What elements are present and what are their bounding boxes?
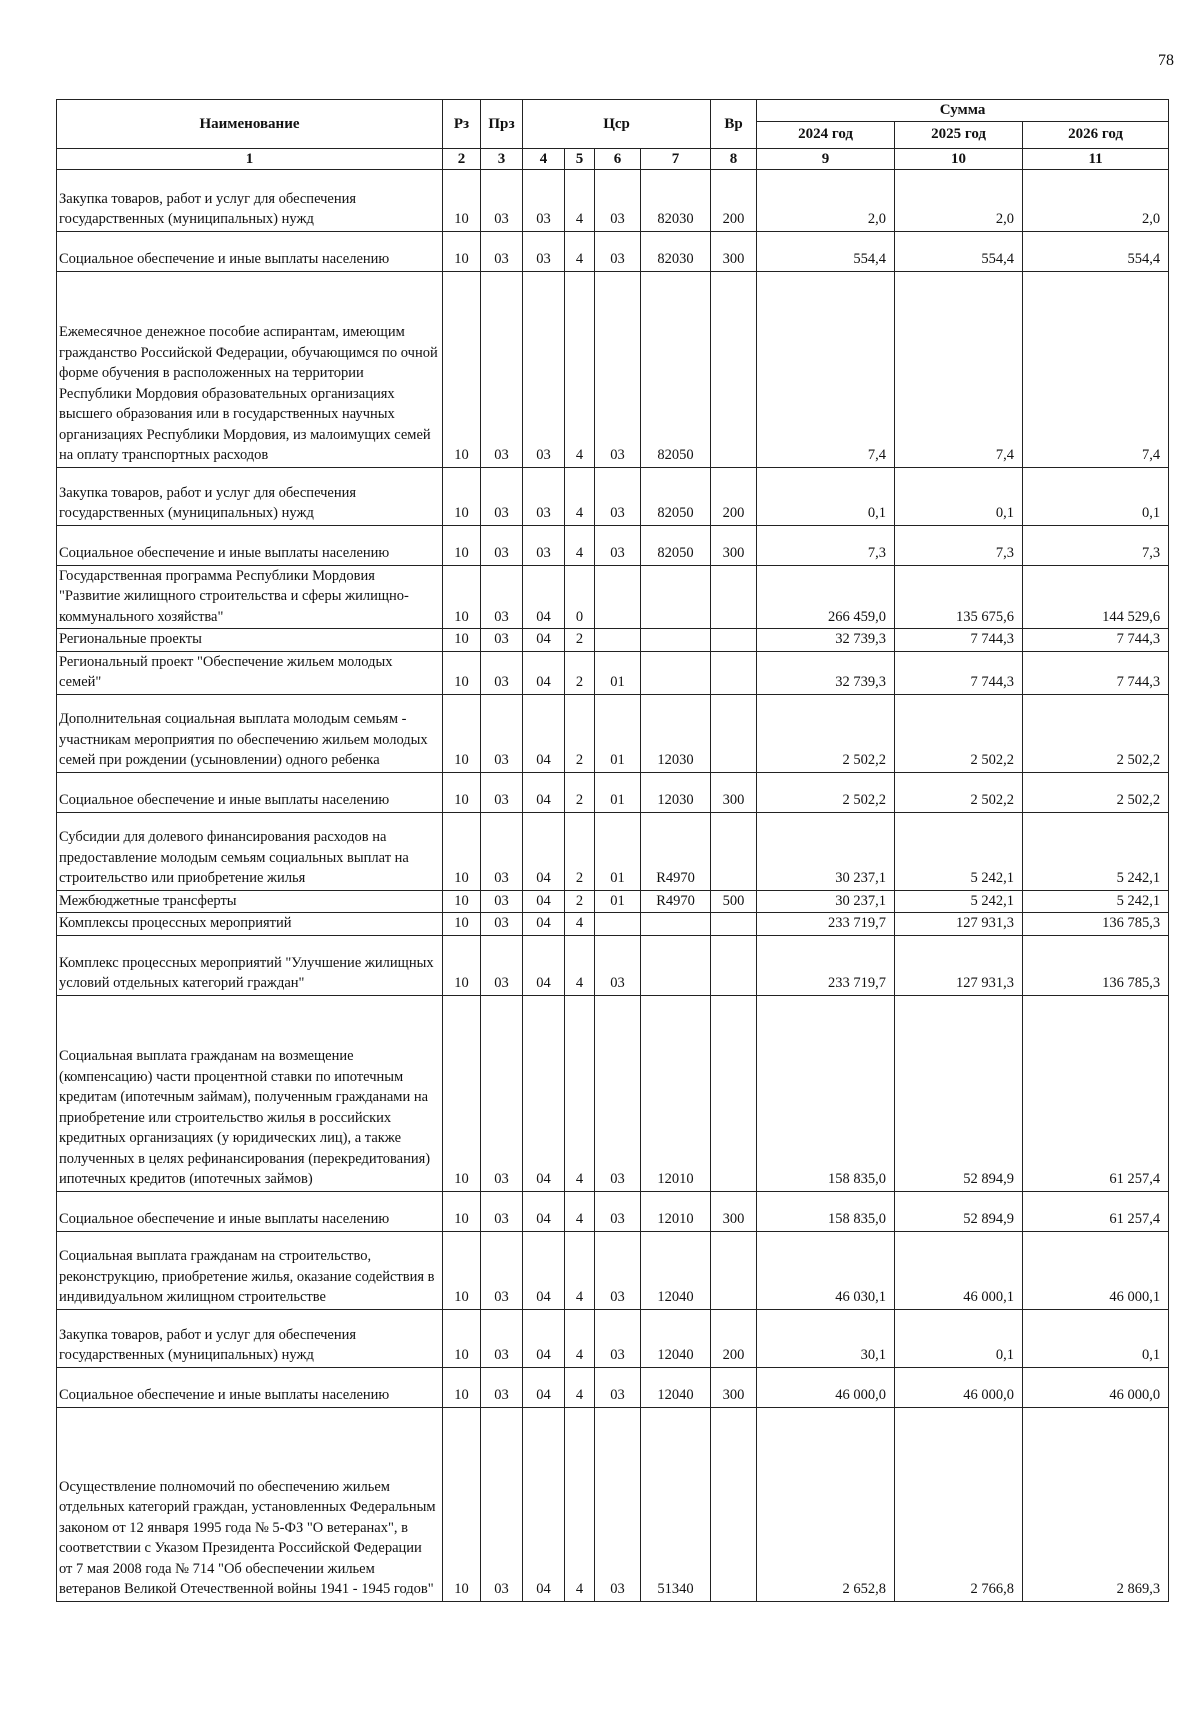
row-sum-2026: 0,1 bbox=[1023, 467, 1169, 525]
row-sum-2025: 7,3 bbox=[895, 525, 1023, 565]
row-csr-structure: 03 bbox=[595, 525, 641, 565]
row-csr-structure: 01 bbox=[595, 890, 641, 913]
row-csr-direction: 12010 bbox=[641, 995, 711, 1191]
table-row bbox=[57, 525, 1169, 565]
row-prz: 03 bbox=[481, 169, 523, 231]
table-row bbox=[57, 271, 1169, 467]
header-year-2026: 2026 год bbox=[1023, 121, 1169, 148]
row-csr-structure: 01 bbox=[595, 812, 641, 890]
row-sum-2024: 0,1 bbox=[757, 467, 895, 525]
row-rz: 10 bbox=[443, 565, 481, 629]
column-number: 1 bbox=[57, 148, 443, 169]
row-csr-type: 4 bbox=[565, 1309, 595, 1367]
row-vr bbox=[711, 812, 757, 890]
table-row bbox=[57, 1407, 1169, 1601]
header-csr: Цср bbox=[523, 100, 711, 149]
column-number: 8 bbox=[711, 148, 757, 169]
row-csr-program: 04 bbox=[523, 913, 565, 936]
row-prz: 03 bbox=[481, 525, 523, 565]
row-rz: 10 bbox=[443, 1309, 481, 1367]
row-name: Социальное обеспечение и иные выплаты населению bbox=[57, 1367, 443, 1407]
table-row bbox=[57, 565, 1169, 629]
row-csr-direction: 12040 bbox=[641, 1231, 711, 1309]
row-csr-program: 03 bbox=[523, 271, 565, 467]
row-prz: 03 bbox=[481, 1231, 523, 1309]
row-prz: 03 bbox=[481, 1407, 523, 1601]
row-csr-program: 04 bbox=[523, 1367, 565, 1407]
row-name: Социальное обеспечение и иные выплаты населению bbox=[57, 772, 443, 812]
row-sum-2026: 5 242,1 bbox=[1023, 890, 1169, 913]
row-csr-direction: 82030 bbox=[641, 231, 711, 271]
row-sum-2025: 46 000,1 bbox=[895, 1231, 1023, 1309]
row-prz: 03 bbox=[481, 812, 523, 890]
row-sum-2025: 2 502,2 bbox=[895, 772, 1023, 812]
table-row bbox=[57, 694, 1169, 772]
row-sum-2024: 7,4 bbox=[757, 271, 895, 467]
row-vr: 300 bbox=[711, 1191, 757, 1231]
row-csr-direction: 12040 bbox=[641, 1367, 711, 1407]
row-sum-2025: 127 931,3 bbox=[895, 913, 1023, 936]
row-prz: 03 bbox=[481, 467, 523, 525]
row-csr-direction: 82050 bbox=[641, 271, 711, 467]
row-vr bbox=[711, 629, 757, 652]
row-vr: 300 bbox=[711, 1367, 757, 1407]
row-prz: 03 bbox=[481, 694, 523, 772]
table-body bbox=[57, 169, 1169, 1601]
row-csr-program: 04 bbox=[523, 694, 565, 772]
row-sum-2026: 554,4 bbox=[1023, 231, 1169, 271]
row-name: Закупка товаров, работ и услуг для обеспечения государственных (муниципальных) нужд bbox=[57, 1309, 443, 1367]
column-number: 6 bbox=[595, 148, 641, 169]
row-sum-2024: 2 652,8 bbox=[757, 1407, 895, 1601]
row-sum-2024: 554,4 bbox=[757, 231, 895, 271]
row-sum-2025: 46 000,0 bbox=[895, 1367, 1023, 1407]
row-sum-2026: 2 502,2 bbox=[1023, 694, 1169, 772]
row-csr-structure: 01 bbox=[595, 651, 641, 694]
row-sum-2024: 30,1 bbox=[757, 1309, 895, 1367]
row-csr-direction: 82050 bbox=[641, 525, 711, 565]
row-sum-2026: 0,1 bbox=[1023, 1309, 1169, 1367]
row-name: Комплекс процессных мероприятий "Улучшение жилищных условий отдельных категорий граждан" bbox=[57, 935, 443, 995]
row-sum-2024: 2 502,2 bbox=[757, 772, 895, 812]
row-rz: 10 bbox=[443, 694, 481, 772]
table-row bbox=[57, 995, 1169, 1191]
row-csr-program: 04 bbox=[523, 772, 565, 812]
row-name: Межбюджетные трансферты bbox=[57, 890, 443, 913]
row-sum-2025: 5 242,1 bbox=[895, 890, 1023, 913]
row-csr-type: 2 bbox=[565, 890, 595, 913]
row-vr: 500 bbox=[711, 890, 757, 913]
row-rz: 10 bbox=[443, 467, 481, 525]
row-prz: 03 bbox=[481, 231, 523, 271]
row-prz: 03 bbox=[481, 995, 523, 1191]
row-csr-program: 04 bbox=[523, 1407, 565, 1601]
row-csr-structure: 03 bbox=[595, 1191, 641, 1231]
row-prz: 03 bbox=[481, 629, 523, 652]
row-csr-structure bbox=[595, 629, 641, 652]
row-csr-program: 04 bbox=[523, 995, 565, 1191]
row-csr-direction: 12040 bbox=[641, 1309, 711, 1367]
row-name: Дополнительная социальная выплата молодым семьям - участникам мероприятия по обеспечению жильем молодых семей при рождении (усыновлении) одного ребенка bbox=[57, 694, 443, 772]
row-csr-structure: 01 bbox=[595, 772, 641, 812]
header-year-2024: 2024 год bbox=[757, 121, 895, 148]
row-csr-direction: R4970 bbox=[641, 890, 711, 913]
row-vr bbox=[711, 694, 757, 772]
column-number: 5 bbox=[565, 148, 595, 169]
row-prz: 03 bbox=[481, 935, 523, 995]
row-csr-type: 4 bbox=[565, 1191, 595, 1231]
row-csr-direction: 12010 bbox=[641, 1191, 711, 1231]
row-vr: 200 bbox=[711, 1309, 757, 1367]
row-vr: 300 bbox=[711, 231, 757, 271]
column-number: 11 bbox=[1023, 148, 1169, 169]
row-rz: 10 bbox=[443, 651, 481, 694]
row-rz: 10 bbox=[443, 913, 481, 936]
row-csr-type: 4 bbox=[565, 467, 595, 525]
row-csr-type: 4 bbox=[565, 913, 595, 936]
row-name: Закупка товаров, работ и услуг для обеспечения государственных (муниципальных) нужд bbox=[57, 467, 443, 525]
row-csr-direction: 12030 bbox=[641, 694, 711, 772]
row-sum-2025: 7,4 bbox=[895, 271, 1023, 467]
row-name: Региональные проекты bbox=[57, 629, 443, 652]
row-csr-structure: 03 bbox=[595, 231, 641, 271]
row-sum-2025: 127 931,3 bbox=[895, 935, 1023, 995]
header-name: Наименование bbox=[57, 100, 443, 149]
row-sum-2026: 144 529,6 bbox=[1023, 565, 1169, 629]
row-csr-type: 4 bbox=[565, 1407, 595, 1601]
row-sum-2024: 46 000,0 bbox=[757, 1367, 895, 1407]
row-vr bbox=[711, 651, 757, 694]
row-vr: 300 bbox=[711, 525, 757, 565]
row-vr bbox=[711, 935, 757, 995]
row-sum-2026: 61 257,4 bbox=[1023, 995, 1169, 1191]
row-vr: 300 bbox=[711, 772, 757, 812]
row-prz: 03 bbox=[481, 1191, 523, 1231]
row-sum-2024: 233 719,7 bbox=[757, 935, 895, 995]
row-sum-2024: 2 502,2 bbox=[757, 694, 895, 772]
row-sum-2024: 2,0 bbox=[757, 169, 895, 231]
row-sum-2025: 7 744,3 bbox=[895, 629, 1023, 652]
row-csr-type: 4 bbox=[565, 525, 595, 565]
row-sum-2026: 7 744,3 bbox=[1023, 651, 1169, 694]
table-row bbox=[57, 169, 1169, 231]
row-rz: 10 bbox=[443, 935, 481, 995]
row-vr bbox=[711, 913, 757, 936]
row-prz: 03 bbox=[481, 565, 523, 629]
row-rz: 10 bbox=[443, 772, 481, 812]
row-sum-2024: 30 237,1 bbox=[757, 890, 895, 913]
row-prz: 03 bbox=[481, 913, 523, 936]
row-name: Комплексы процессных мероприятий bbox=[57, 913, 443, 936]
row-vr: 200 bbox=[711, 169, 757, 231]
row-sum-2026: 2,0 bbox=[1023, 169, 1169, 231]
row-rz: 10 bbox=[443, 169, 481, 231]
row-csr-type: 4 bbox=[565, 231, 595, 271]
row-csr-type: 2 bbox=[565, 772, 595, 812]
row-csr-structure: 03 bbox=[595, 271, 641, 467]
row-csr-program: 03 bbox=[523, 467, 565, 525]
row-csr-program: 04 bbox=[523, 651, 565, 694]
row-vr bbox=[711, 1231, 757, 1309]
row-name: Субсидии для долевого финансирования расходов на предоставление молодым семьям социальных выплат на строительство или приобретение жилья bbox=[57, 812, 443, 890]
row-csr-type: 4 bbox=[565, 1231, 595, 1309]
row-csr-type: 0 bbox=[565, 565, 595, 629]
row-csr-program: 03 bbox=[523, 231, 565, 271]
row-sum-2026: 2 502,2 bbox=[1023, 772, 1169, 812]
row-csr-program: 04 bbox=[523, 629, 565, 652]
row-vr bbox=[711, 1407, 757, 1601]
header-prz: Прз bbox=[481, 100, 523, 149]
row-sum-2026: 46 000,0 bbox=[1023, 1367, 1169, 1407]
table-row bbox=[57, 629, 1169, 652]
row-prz: 03 bbox=[481, 1309, 523, 1367]
row-csr-program: 04 bbox=[523, 1191, 565, 1231]
row-csr-type: 4 bbox=[565, 169, 595, 231]
row-name: Закупка товаров, работ и услуг для обеспечения государственных (муниципальных) нужд bbox=[57, 169, 443, 231]
row-sum-2024: 46 030,1 bbox=[757, 1231, 895, 1309]
row-sum-2026: 5 242,1 bbox=[1023, 812, 1169, 890]
row-csr-structure bbox=[595, 565, 641, 629]
row-sum-2024: 32 739,3 bbox=[757, 629, 895, 652]
row-csr-program: 04 bbox=[523, 565, 565, 629]
row-sum-2026: 2 869,3 bbox=[1023, 1407, 1169, 1601]
row-csr-direction bbox=[641, 913, 711, 936]
row-sum-2024: 266 459,0 bbox=[757, 565, 895, 629]
row-sum-2025: 5 242,1 bbox=[895, 812, 1023, 890]
row-name: Государственная программа Республики Мордовия "Развитие жилищного строительства и сферы жилищно-коммунального хозяйства" bbox=[57, 565, 443, 629]
row-rz: 10 bbox=[443, 1231, 481, 1309]
row-csr-type: 2 bbox=[565, 629, 595, 652]
row-rz: 10 bbox=[443, 890, 481, 913]
row-prz: 03 bbox=[481, 772, 523, 812]
row-sum-2025: 7 744,3 bbox=[895, 651, 1023, 694]
row-csr-structure: 03 bbox=[595, 1407, 641, 1601]
row-csr-program: 04 bbox=[523, 890, 565, 913]
row-csr-direction bbox=[641, 565, 711, 629]
row-csr-direction bbox=[641, 651, 711, 694]
row-sum-2024: 158 835,0 bbox=[757, 1191, 895, 1231]
row-csr-direction: 12030 bbox=[641, 772, 711, 812]
row-sum-2025: 135 675,6 bbox=[895, 565, 1023, 629]
column-number: 10 bbox=[895, 148, 1023, 169]
table-header bbox=[57, 100, 1169, 170]
row-sum-2026: 61 257,4 bbox=[1023, 1191, 1169, 1231]
row-name: Социальная выплата гражданам на возмещение (компенсацию) части процентной ставки по ипотечным кредитам (ипотечным займам), полученным гражданами на приобретение или строительство жилья в российских кредитных организациях (у юридических лиц), а также полученных в целях рефинансирования (перекредитования) ипотечных кредитов (ипотечных займов) bbox=[57, 995, 443, 1191]
row-sum-2025: 0,1 bbox=[895, 1309, 1023, 1367]
table-row bbox=[57, 1367, 1169, 1407]
header-sum: Сумма bbox=[757, 100, 1169, 122]
row-csr-direction: 82050 bbox=[641, 467, 711, 525]
column-number: 3 bbox=[481, 148, 523, 169]
row-rz: 10 bbox=[443, 525, 481, 565]
row-sum-2026: 46 000,1 bbox=[1023, 1231, 1169, 1309]
table-row bbox=[57, 651, 1169, 694]
row-name: Социальное обеспечение и иные выплаты населению bbox=[57, 525, 443, 565]
row-csr-program: 04 bbox=[523, 1231, 565, 1309]
table-row bbox=[57, 1231, 1169, 1309]
row-vr bbox=[711, 995, 757, 1191]
row-csr-program: 03 bbox=[523, 169, 565, 231]
row-vr bbox=[711, 271, 757, 467]
row-sum-2026: 7 744,3 bbox=[1023, 629, 1169, 652]
row-sum-2026: 7,3 bbox=[1023, 525, 1169, 565]
row-csr-direction: 51340 bbox=[641, 1407, 711, 1601]
header-rz: Рз bbox=[443, 100, 481, 149]
column-number: 4 bbox=[523, 148, 565, 169]
table-row bbox=[57, 812, 1169, 890]
row-sum-2025: 52 894,9 bbox=[895, 1191, 1023, 1231]
row-prz: 03 bbox=[481, 651, 523, 694]
row-csr-type: 2 bbox=[565, 812, 595, 890]
row-name: Социальная выплата гражданам на строительство, реконструкцию, приобретение жилья, оказание содействия в индивидуальном жилищном строительстве bbox=[57, 1231, 443, 1309]
row-sum-2024: 233 719,7 bbox=[757, 913, 895, 936]
row-prz: 03 bbox=[481, 1367, 523, 1407]
row-csr-structure: 03 bbox=[595, 1309, 641, 1367]
row-csr-type: 4 bbox=[565, 995, 595, 1191]
table-row bbox=[57, 890, 1169, 913]
row-sum-2025: 0,1 bbox=[895, 467, 1023, 525]
row-name: Региональный проект "Обеспечение жильем молодых семей" bbox=[57, 651, 443, 694]
row-csr-structure: 01 bbox=[595, 694, 641, 772]
table-row bbox=[57, 1309, 1169, 1367]
row-name: Социальное обеспечение и иные выплаты населению bbox=[57, 231, 443, 271]
row-csr-type: 2 bbox=[565, 651, 595, 694]
row-csr-type: 4 bbox=[565, 271, 595, 467]
row-rz: 10 bbox=[443, 231, 481, 271]
row-rz: 10 bbox=[443, 1191, 481, 1231]
row-csr-structure: 03 bbox=[595, 1367, 641, 1407]
table-row bbox=[57, 231, 1169, 271]
row-name: Ежемесячное денежное пособие аспирантам, имеющим гражданство Российской Федерации, обучающимся по очной форме обучения в расположенных на территории Республики Мордовия образовательных организациях высшего образования или в государственных научных организациях Республики Мордовия, из малоимущих семей на оплату транспортных расходов bbox=[57, 271, 443, 467]
row-prz: 03 bbox=[481, 271, 523, 467]
row-rz: 10 bbox=[443, 1367, 481, 1407]
column-number: 7 bbox=[641, 148, 711, 169]
row-sum-2024: 32 739,3 bbox=[757, 651, 895, 694]
row-sum-2025: 2 502,2 bbox=[895, 694, 1023, 772]
row-rz: 10 bbox=[443, 1407, 481, 1601]
row-sum-2025: 2 766,8 bbox=[895, 1407, 1023, 1601]
budget-table bbox=[56, 99, 1169, 1602]
column-number-row bbox=[57, 148, 1169, 169]
row-csr-structure: 03 bbox=[595, 467, 641, 525]
row-csr-structure: 03 bbox=[595, 935, 641, 995]
row-csr-program: 04 bbox=[523, 935, 565, 995]
header-year-2025: 2025 год bbox=[895, 121, 1023, 148]
row-csr-structure: 03 bbox=[595, 995, 641, 1191]
table-row bbox=[57, 913, 1169, 936]
row-csr-direction: 82030 bbox=[641, 169, 711, 231]
row-vr bbox=[711, 565, 757, 629]
row-csr-structure: 03 bbox=[595, 1231, 641, 1309]
row-sum-2025: 2,0 bbox=[895, 169, 1023, 231]
table-row bbox=[57, 935, 1169, 995]
row-csr-direction bbox=[641, 629, 711, 652]
row-name: Социальное обеспечение и иные выплаты населению bbox=[57, 1191, 443, 1231]
row-csr-type: 4 bbox=[565, 935, 595, 995]
row-sum-2025: 554,4 bbox=[895, 231, 1023, 271]
table-row bbox=[57, 1191, 1169, 1231]
row-rz: 10 bbox=[443, 812, 481, 890]
row-name: Осуществление полномочий по обеспечению жильем отдельных категорий граждан, установленных Федеральным законом от 12 января 1995 года № 5-ФЗ "О ветеранах", в соответствии с Указом Президента Российской Федерации от 7 мая 2008 года № 714 "Об обеспечении жильем ветеранов Великой Отечественной войны 1941 - 1945 годов" bbox=[57, 1407, 443, 1601]
row-csr-program: 03 bbox=[523, 525, 565, 565]
row-sum-2026: 7,4 bbox=[1023, 271, 1169, 467]
row-csr-direction bbox=[641, 935, 711, 995]
row-csr-structure bbox=[595, 913, 641, 936]
row-rz: 10 bbox=[443, 271, 481, 467]
row-csr-direction: R4970 bbox=[641, 812, 711, 890]
table-row bbox=[57, 467, 1169, 525]
row-sum-2026: 136 785,3 bbox=[1023, 913, 1169, 936]
row-prz: 03 bbox=[481, 890, 523, 913]
row-vr: 200 bbox=[711, 467, 757, 525]
row-csr-structure: 03 bbox=[595, 169, 641, 231]
column-number: 2 bbox=[443, 148, 481, 169]
column-number: 9 bbox=[757, 148, 895, 169]
row-csr-program: 04 bbox=[523, 812, 565, 890]
row-sum-2024: 7,3 bbox=[757, 525, 895, 565]
table-row bbox=[57, 772, 1169, 812]
row-csr-program: 04 bbox=[523, 1309, 565, 1367]
row-sum-2024: 158 835,0 bbox=[757, 995, 895, 1191]
row-csr-type: 4 bbox=[565, 1367, 595, 1407]
page-number: 78 bbox=[1158, 52, 1174, 69]
row-rz: 10 bbox=[443, 995, 481, 1191]
row-sum-2024: 30 237,1 bbox=[757, 812, 895, 890]
row-csr-type: 2 bbox=[565, 694, 595, 772]
header-vr: Вр bbox=[711, 100, 757, 149]
row-rz: 10 bbox=[443, 629, 481, 652]
row-sum-2025: 52 894,9 bbox=[895, 995, 1023, 1191]
row-sum-2026: 136 785,3 bbox=[1023, 935, 1169, 995]
